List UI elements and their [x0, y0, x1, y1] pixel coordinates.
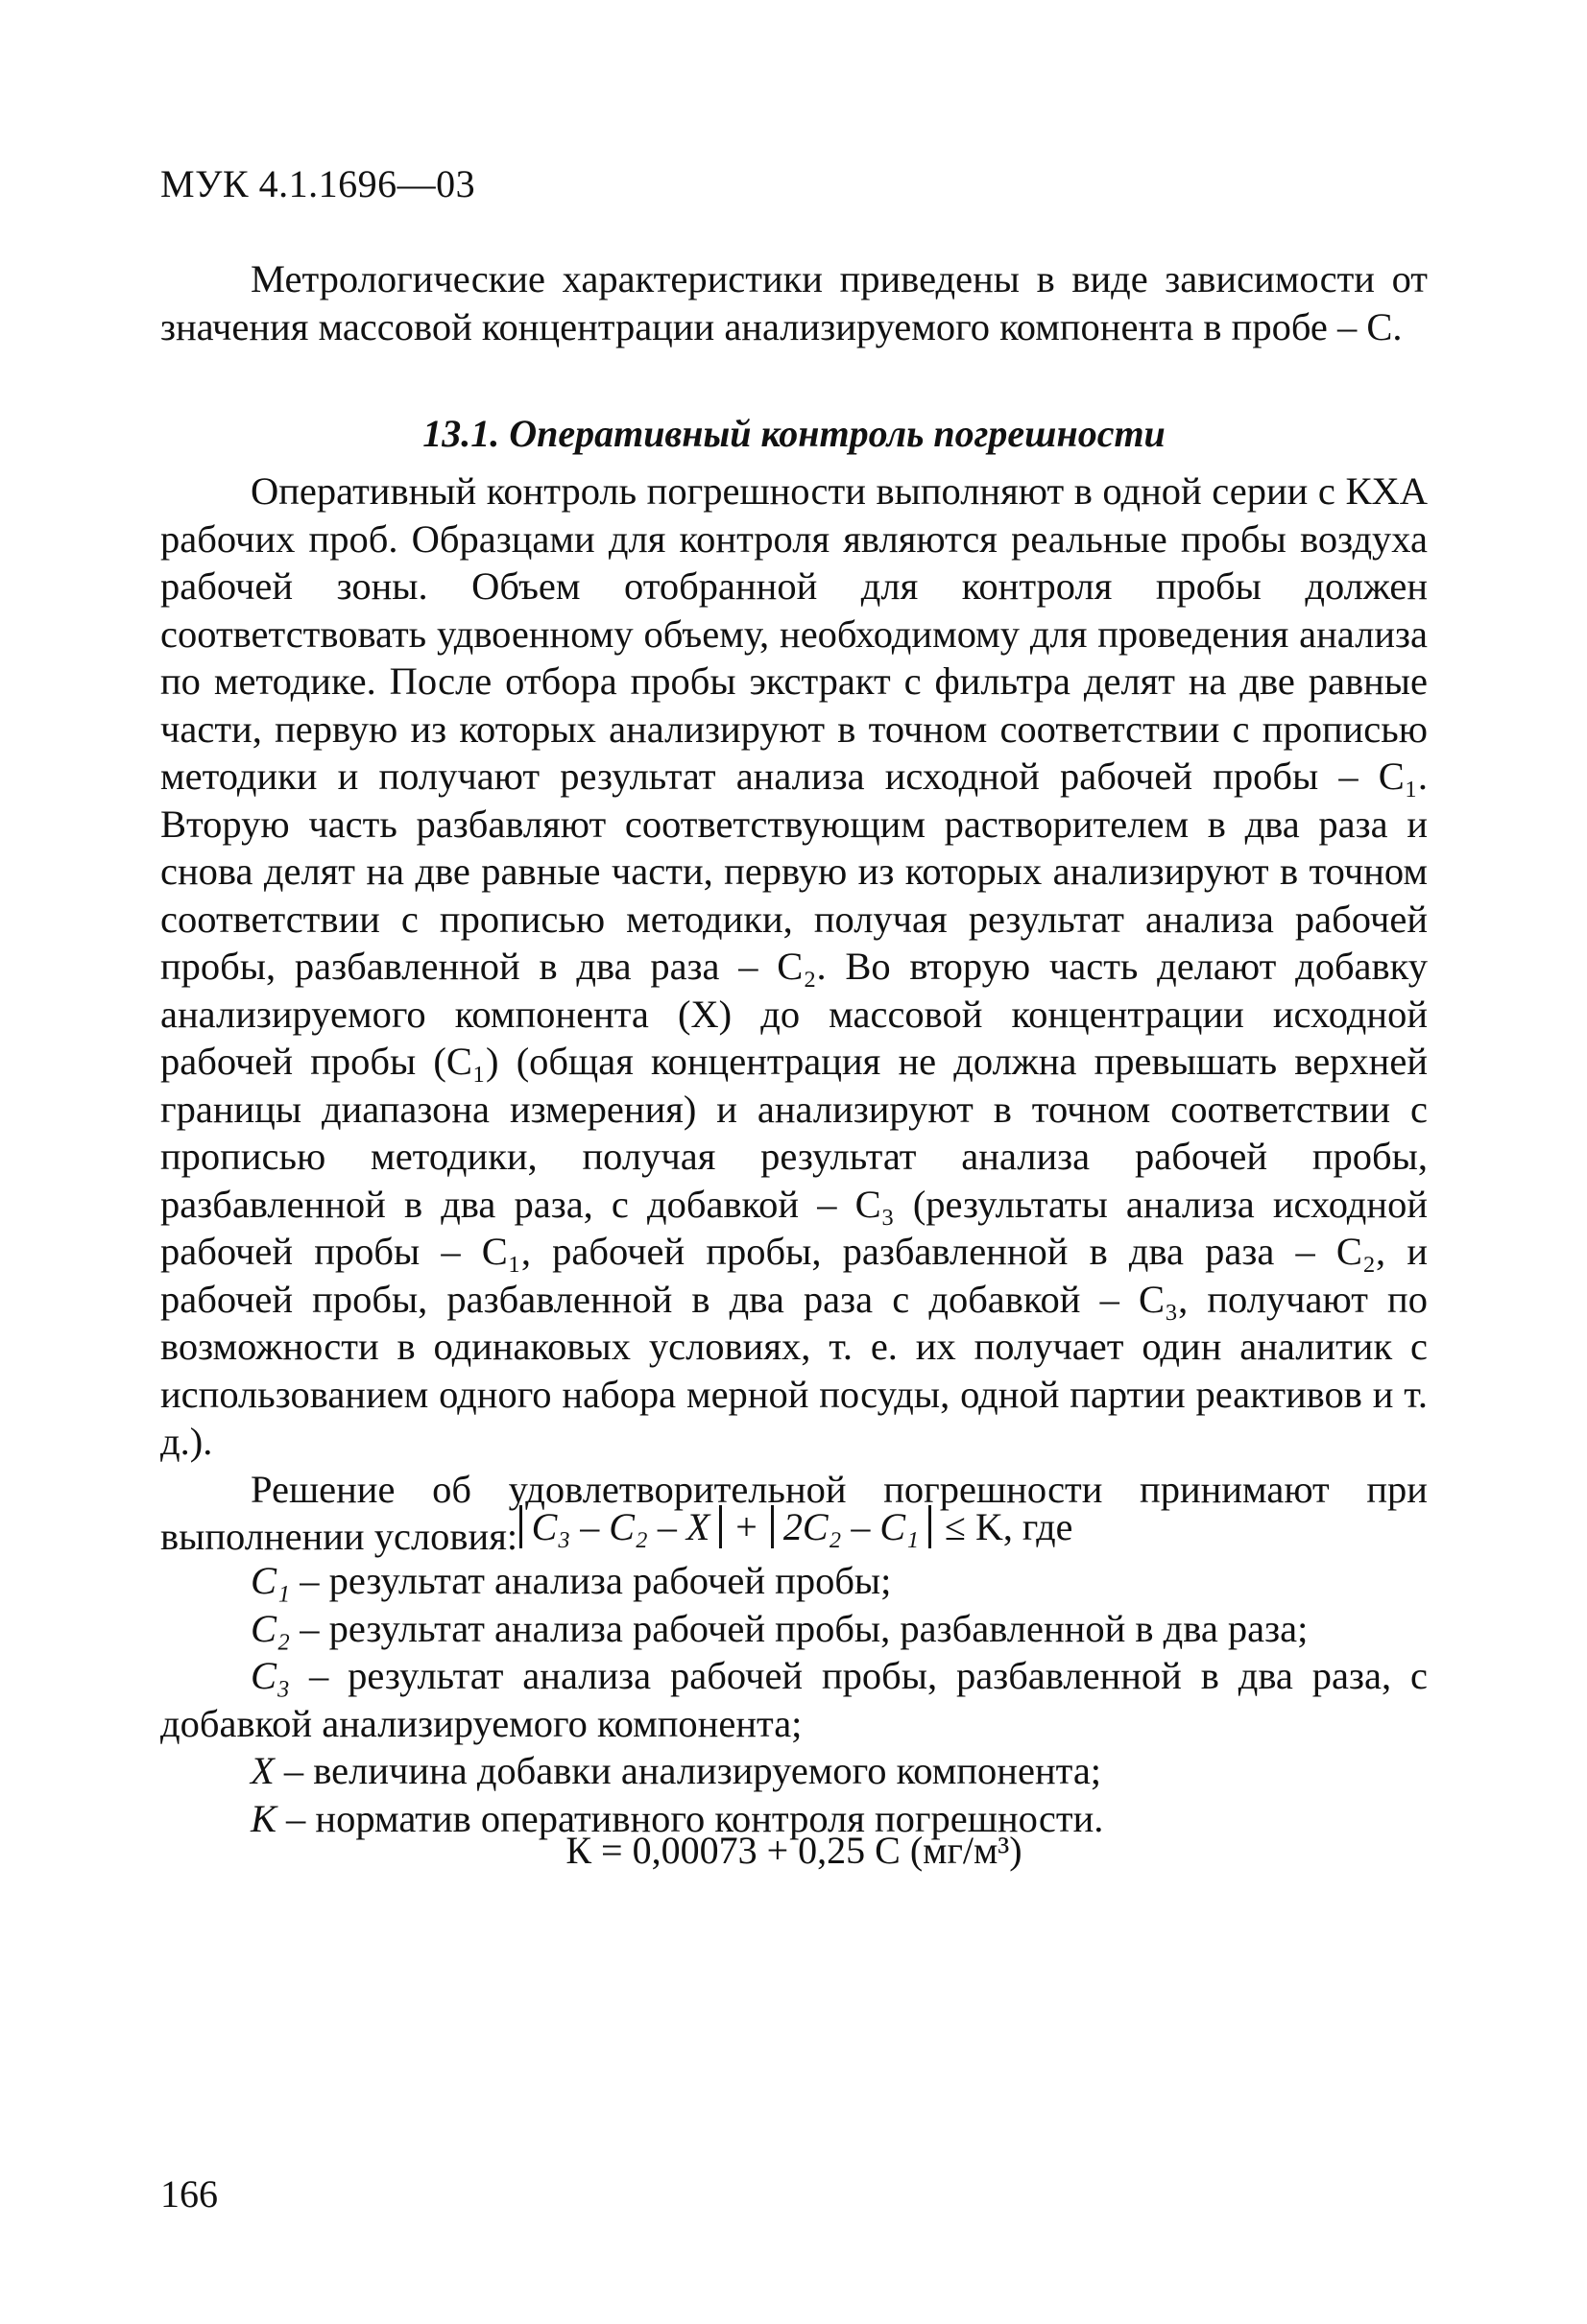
- acceptance-condition-formula: [160, 1504, 1428, 1549]
- definition-text: – норматив оперативного контроля погрешности.: [276, 1796, 1104, 1840]
- paragraph-condition: Решение об удовлетворительной погрешности принимают при выполнении условия:: [160, 1467, 1428, 1558]
- control-norm-formula: К = 0,00073 + 0,25 С (мг/м³): [565, 1829, 1022, 1872]
- paragraph-procedure: Оперативный контроль погрешности выполняют в одной серии с КХА рабочих проб. Образцами для контроля являются реальные пробы воздуха рабочей зоны. Объем отобранной для контроля пробы должен соответствовать удвоенному объему, необходимому для проведения анализа по методике. После отбора пробы экстракт с фильтра делят на две равные части, первую из которых анализируют в точном соответствии с прописью методики и получают результат анализа исходной рабочей пробы – С₁. Вторую часть разбавляют соответствующим растворителем в два раза и снова делят на две равные части, первую из которых анализируют в точном соответствии с прописью методики, получая результат анализа рабочей пробы, разбавленной в два раза – С₂. Во вторую часть делают добавку анализируемого компонента (Х) до массовой концентрации исходной рабочей пробы (С₁) (общая концентрация не должна превышать верхней границы диапазона измерения) и анализируют в точном соответствии с прописью методики, получая результат анализа рабочей пробы, разбавленной в два раза, с добавкой – С₃ (результаты анализа исходной рабочей пробы – С₁, рабочей пробы, разбавленной в два раза – С₂, и рабочей пробы, разбавленной в два раза с добавкой – С₃, получают по возможности в одинаковых условиях, т. е. их получает один аналитик с использованием одного набора мерной посуды, одной партии реактивов и т. д.).: [160, 469, 1428, 1463]
- formula-abs-term-1: C₃ – C₂ – X: [519, 1505, 723, 1548]
- definition-symbol: С₂: [251, 1606, 291, 1650]
- definition-text: – результат анализа рабочей пробы, разбавленной в два раза, с добавкой анализируемого компонента;: [160, 1654, 1428, 1745]
- intro-text: Метрологические характеристики приведены в виде зависимости от значения массовой концентрации анализируемого компонента в пробе – С.: [160, 257, 1428, 348]
- definition-symbol: С₁: [251, 1559, 291, 1602]
- definitions-list: [160, 1557, 1428, 1842]
- definition-text: – результат анализа рабочей пробы;: [290, 1559, 892, 1602]
- definition-symbol: Х: [251, 1749, 275, 1792]
- main-text: [160, 467, 1428, 1561]
- definition-item: [160, 1605, 1428, 1653]
- definition-text: – результат анализа рабочей пробы, разбавленной в два раза;: [290, 1606, 1309, 1650]
- formula-abs-term-2: 2C₂ – C₁: [771, 1505, 931, 1548]
- page-number: 166: [160, 2172, 218, 2216]
- section-title: 13.1. Оперативный контроль погрешности: [422, 412, 1166, 455]
- definition-symbol: С₃: [251, 1654, 291, 1697]
- document-code-header: МУК 4.1.1696—03: [160, 162, 476, 205]
- definition-item: [160, 1747, 1428, 1795]
- definition-item: [160, 1557, 1428, 1605]
- definition-symbol: К: [251, 1796, 277, 1840]
- formula-plus: +: [735, 1505, 757, 1548]
- definition-item: [160, 1652, 1428, 1747]
- intro-paragraph: [160, 255, 1428, 350]
- definition-text: – величина добавки анализируемого компонента;: [274, 1749, 1102, 1792]
- formula-rhs: ≤ K, где: [944, 1505, 1073, 1548]
